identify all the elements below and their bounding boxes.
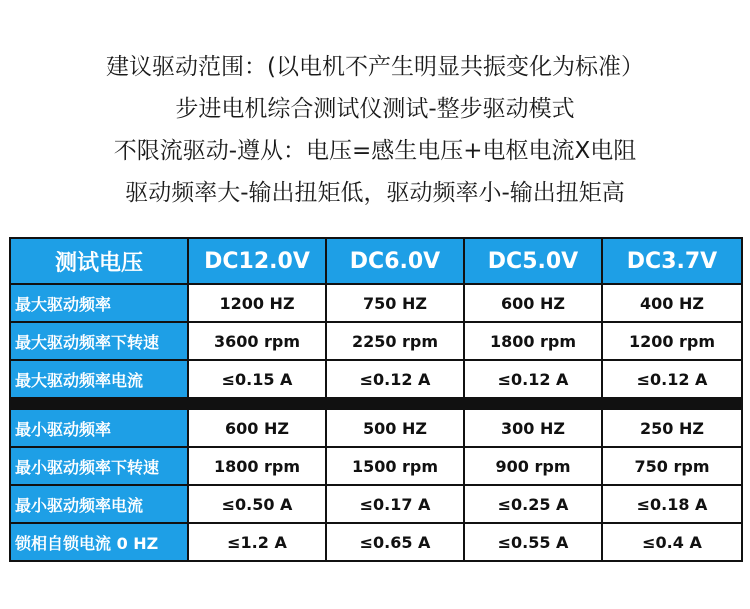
table-cell: 500 HZ (326, 409, 464, 447)
table-row (10, 523, 742, 561)
header-test-voltage: 测试电压 (10, 238, 188, 284)
table-cell: ≤0.12 A (602, 360, 742, 398)
table-cell: 1200 HZ (188, 284, 326, 322)
row-label: 最大驱动频率下转速 (10, 322, 188, 360)
table-row (10, 322, 742, 360)
intro-text-block (0, 46, 750, 214)
table-cell: 600 HZ (188, 409, 326, 447)
table-cell: 300 HZ (464, 409, 602, 447)
table-cell: ≤0.65 A (326, 523, 464, 561)
row-label: 最大驱动频率电流 (10, 360, 188, 398)
table-cell: 1200 rpm (602, 322, 742, 360)
table-cell: 600 HZ (464, 284, 602, 322)
table-cell: 900 rpm (464, 447, 602, 485)
table-cell: 400 HZ (602, 284, 742, 322)
header-dc3-7v: DC3.7V (602, 238, 742, 284)
table-row (10, 284, 742, 322)
intro-line-test-mode: 步进电机综合测试仪测试-整步驱动模式 (175, 96, 575, 122)
section-divider (10, 398, 742, 409)
table-cell: ≤0.12 A (326, 360, 464, 398)
table-cell: ≤0.4 A (602, 523, 742, 561)
table-cell: 1800 rpm (188, 447, 326, 485)
intro-line-recommended-range: 建议驱动范围：(以电机不产生明显共振变化为标准） (106, 54, 644, 80)
table-row (10, 447, 742, 485)
table-cell: 750 HZ (326, 284, 464, 322)
table-cell: ≤1.2 A (188, 523, 326, 561)
row-label: 最小驱动频率电流 (10, 485, 188, 523)
row-label: 最小驱动频率下转速 (10, 447, 188, 485)
table-cell: 750 rpm (602, 447, 742, 485)
table-row (10, 485, 742, 523)
table-row (10, 409, 742, 447)
row-label: 锁相自锁电流 0 HZ (10, 523, 188, 561)
table-cell: 1800 rpm (464, 322, 602, 360)
table-cell: ≤0.12 A (464, 360, 602, 398)
table-cell: 2250 rpm (326, 322, 464, 360)
table-cell: ≤0.15 A (188, 360, 326, 398)
table-cell: ≤0.55 A (464, 523, 602, 561)
divider-bar (10, 398, 742, 409)
table-cell: ≤0.25 A (464, 485, 602, 523)
intro-line-formula: 不限流驱动-遵从：电压=感生电压+电枢电流X电阻 (113, 138, 637, 164)
table-header-row (10, 238, 742, 284)
table-cell: 250 HZ (602, 409, 742, 447)
table-cell: ≤0.17 A (326, 485, 464, 523)
table-cell: 1500 rpm (326, 447, 464, 485)
header-dc6v: DC6.0V (326, 238, 464, 284)
spec-table (9, 237, 743, 562)
table-row (10, 360, 742, 398)
header-dc5v: DC5.0V (464, 238, 602, 284)
header-dc12v: DC12.0V (188, 238, 326, 284)
table-cell: 3600 rpm (188, 322, 326, 360)
row-label: 最大驱动频率 (10, 284, 188, 322)
intro-line-torque-note: 驱动频率大-输出扭矩低，驱动频率小-输出扭矩高 (125, 180, 625, 206)
table-cell: ≤0.18 A (602, 485, 742, 523)
table-cell: ≤0.50 A (188, 485, 326, 523)
row-label: 最小驱动频率 (10, 409, 188, 447)
